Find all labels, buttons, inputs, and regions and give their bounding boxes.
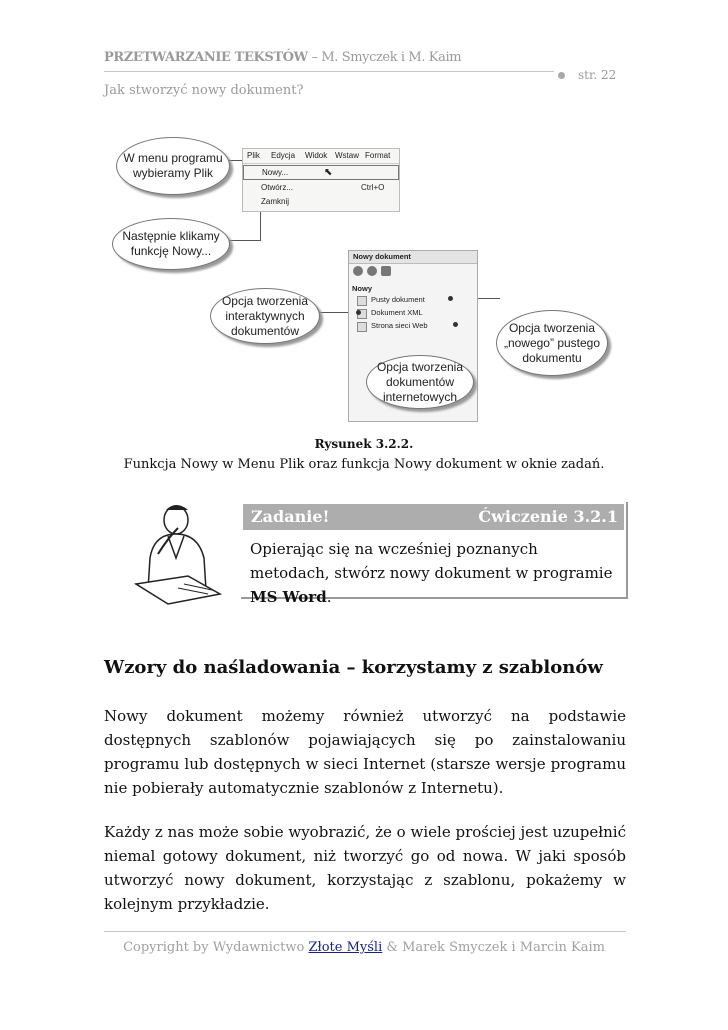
menu-item-new: Nowy... ⬉ <box>243 165 399 180</box>
task-pane-section: Nowy <box>352 284 373 293</box>
mouse-pointer-icon: ⬉ <box>324 167 333 178</box>
menu-widok: Widok <box>305 151 328 160</box>
task-label: Zadanie! <box>251 507 330 526</box>
exercise-number: Ćwiczenie 3.2.1 <box>478 507 618 526</box>
header-divider <box>104 71 554 72</box>
pointer-dot <box>453 322 458 327</box>
forward-icon <box>367 266 377 276</box>
menu-plik: Plik <box>247 151 260 160</box>
connector <box>228 160 242 161</box>
exercise-text: Opierając się na wcześniej poznanych metodach, stwórz nowy dokument w programie MS Word. <box>250 540 613 606</box>
home-icon <box>381 266 391 276</box>
menu-item-close: Zamknij <box>261 197 290 206</box>
paragraph: Nowy dokument możemy również utworzyć na podstawie dostępnych szablonów pojawiających się po zainstalowaniu programu lub dostępnych w sieci Internet (starsze wersje programu nie pobierały automatycznie szablonów z Internetu). <box>104 707 626 797</box>
running-header-title: PRZETWARZANIE TEKSTÓW – M. Smyczek i M. Kaim <box>104 50 462 65</box>
pointer-dot <box>448 296 453 301</box>
footer-divider <box>104 931 626 932</box>
figure-number: Rysunek 3.2.2. <box>314 437 414 451</box>
back-icon <box>353 266 363 276</box>
publisher-link[interactable]: Złote Myśli <box>308 940 383 955</box>
task-pane-item: Strona sieci Web <box>349 320 477 332</box>
callout-interactive: Opcja tworzenia interaktywnych dokumentów <box>210 288 320 344</box>
section-heading: Wzory do naśladowania – korzystamy z szablonów <box>104 657 603 678</box>
callout-blank-doc: Opcja tworzenia „nowego” pustego dokumentu <box>496 310 608 376</box>
connector <box>228 240 260 241</box>
callout-web: Opcja tworzenia dokumentów internetowych <box>366 355 474 409</box>
header-subtitle: Jak stworzyć nowy dokument? <box>104 83 304 98</box>
menu-wstaw: Wstaw <box>335 151 359 160</box>
figure-caption: Funkcja Nowy w Menu Plik oraz funkcja Nowy dokument w oknie zadań. <box>123 457 605 472</box>
task-pane-item: Pusty dokument <box>349 294 477 306</box>
pointer-dot <box>356 310 361 315</box>
menu-format: Format <box>365 151 391 160</box>
footer: Copyright by Wydawnictwo Złote Myśli & Marek Smyczek i Marcin Kaim <box>123 940 605 955</box>
menu-edycja: Edycja <box>271 151 296 160</box>
callout-menu: W menu programu wybieramy Plik <box>116 137 230 195</box>
file-menu-screenshot <box>242 148 400 212</box>
task-pane-item: Dokument XML <box>349 307 477 319</box>
paragraph: Każdy z nas może sobie wyobrazić, że o wiele prościej jest uzupełnić niemal gotowy dokument, niż tworzyć go od nowa. W jaki sposób utworzyć nowy dokument, korzystając z szablonu, pokażemy w kolejnym przykładzie. <box>104 823 626 913</box>
page-number: str. 22 <box>578 68 617 82</box>
exercise-header <box>243 504 624 530</box>
menu-item-open: Otwórz... Ctrl+O <box>261 183 385 192</box>
thinking-man-illustration <box>128 498 228 608</box>
menu-bar <box>243 149 399 164</box>
callout-new: Następnie klikamy funkcję Nowy... <box>112 218 230 270</box>
header-bullet-icon <box>558 72 565 79</box>
task-pane-title: Nowy dokument <box>349 251 477 264</box>
